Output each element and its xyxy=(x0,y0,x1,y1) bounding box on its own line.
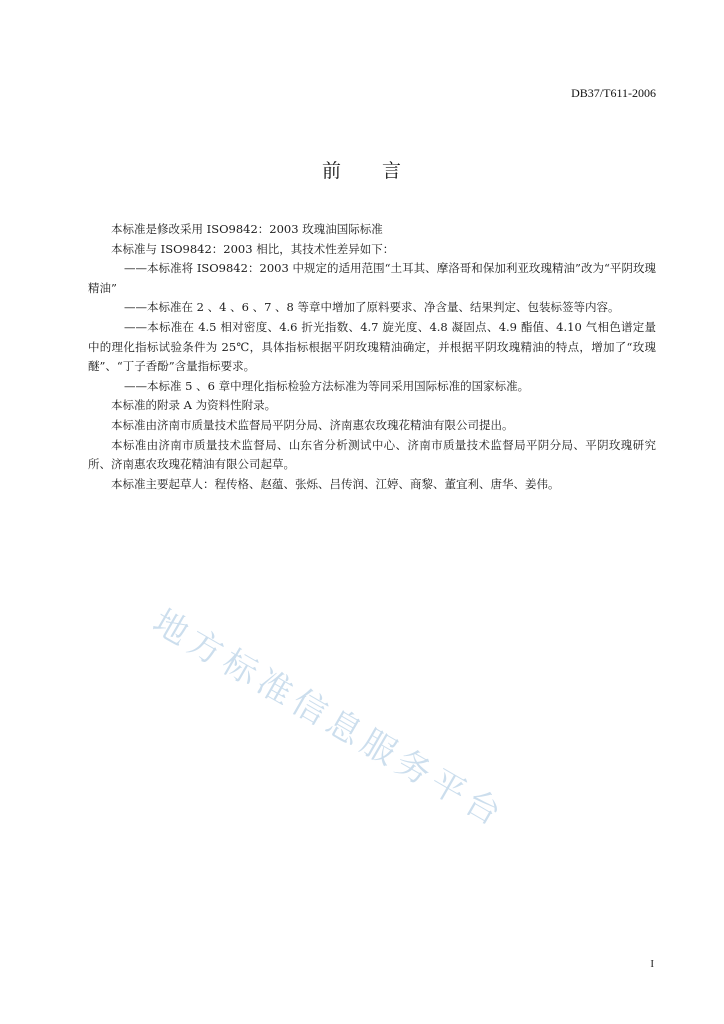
paragraph-drafting-units: 本标准由济南市质量技术监督局、山东省分析测试中心、济南市质量技术监督局平阴分局、平阴玫瑰研究所、济南惠农玫瑰花精油有限公司起草。 xyxy=(88,437,656,472)
paragraph-drafters: 本标准主要起草人：程传格、赵蕴、张烁、吕传润、江婷、商黎、董宜利、唐华、姜伟。 xyxy=(111,476,560,491)
foreword-body xyxy=(88,220,656,494)
paragraph-difference-chapters: ——本标准在 2 、4 、6 、7 、8 等章中增加了原料要求、净含量、结果判定、包装标签等内容。 xyxy=(124,300,620,315)
page-number: I xyxy=(650,958,654,970)
paragraph-adoption: 本标准是修改采用 ISO9842：2003 玫瑰油国际标准 xyxy=(111,222,383,236)
paragraph-differences-intro: 本标准与 ISO9842：2003 相比，其技术性差异如下： xyxy=(111,241,395,256)
watermark-text: 地方标准信息服务平台 xyxy=(146,601,513,837)
paragraph-proposer: 本标准由济南市质量技术监督局平阴分局、济南惠农玫瑰花精油有限公司提出。 xyxy=(111,417,514,432)
title-char-2: 言 xyxy=(382,160,403,182)
paragraph-difference-scope: ——本标准将 ISO9842：2003 中规定的适用范围“土耳其、摩洛哥和保加利亚玫瑰精油”改为“平阴玫瑰精油” xyxy=(88,261,656,295)
paragraph-difference-methods: ——本标准 5 、6 章中理化指标检验方法标准为等同采用国际标准的国家标准。 xyxy=(124,378,530,393)
paragraph-appendix: 本标准的附录 A 为资料性附录。 xyxy=(111,398,277,413)
title-char-1: 前 xyxy=(321,160,342,182)
page-title xyxy=(0,156,724,183)
standard-code: DB37/T611-2006 xyxy=(571,86,656,100)
paragraph-difference-conditions: ——本标准在 4.5 相对密度、4.6 折光指数、4.7 旋光度、4.8 凝固点、4.9 酯值、4.10 气相色谱定量中的理化指标试验条件为 25℃，具体指标根据平阴玫瑰精油确定，并根据平阴玫瑰精油的特点，增加了“玫瑰醚”、“丁子香酚”含量指标要求。 xyxy=(88,319,656,374)
